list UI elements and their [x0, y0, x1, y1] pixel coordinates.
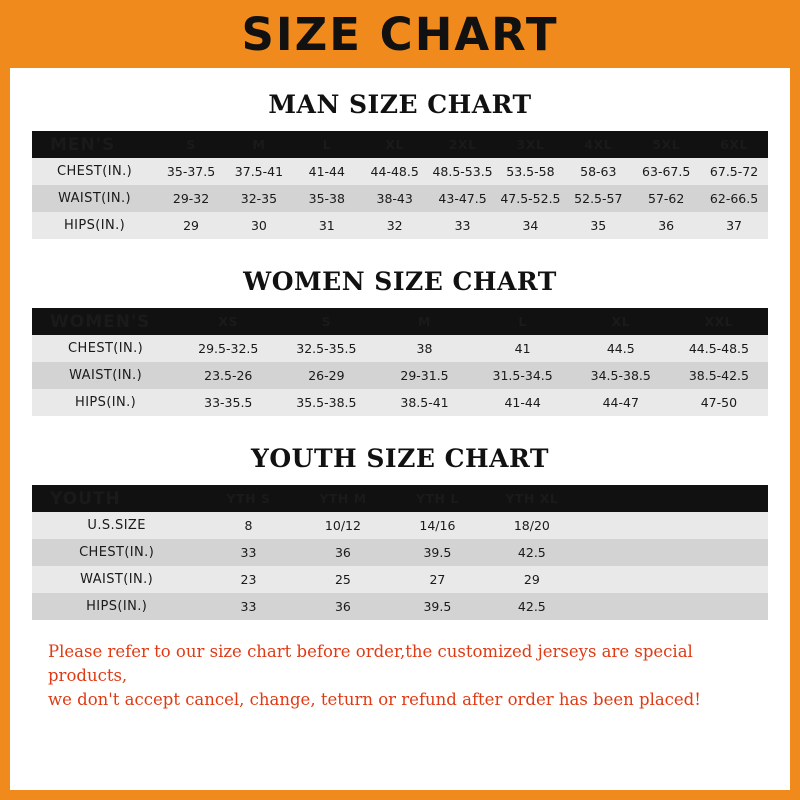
row-label: CHEST(IN.): [68, 341, 144, 356]
cell: 27: [429, 572, 446, 587]
row-label: CHEST(IN.): [57, 164, 133, 179]
cell: 44-47: [602, 395, 639, 410]
cell: [579, 539, 673, 566]
column-header: M: [252, 137, 266, 152]
row-label: WAIST(IN.): [58, 191, 131, 206]
cell: 41-44: [308, 164, 345, 179]
row-label: HIPS(IN.): [63, 218, 126, 233]
cell: 18/20: [513, 518, 550, 533]
cell: 35-37.5: [166, 164, 216, 179]
cell: 38.5-42.5: [688, 368, 749, 383]
table-row: [32, 362, 768, 389]
cell: 35.5-38.5: [296, 395, 357, 410]
table-row: [32, 539, 768, 566]
cell: 23.5-26: [204, 368, 253, 383]
cell: 36: [658, 218, 675, 233]
column-header: XL: [385, 137, 404, 152]
table-row: [32, 593, 768, 620]
cell: 41-44: [504, 395, 541, 410]
table-row: [32, 512, 768, 539]
table-header-row: [32, 308, 768, 335]
table-women: [32, 308, 768, 416]
footnote: [48, 640, 752, 712]
cell: 14/16: [419, 518, 456, 533]
column-header: YTH S: [226, 491, 271, 506]
table-row: [32, 335, 768, 362]
table-head: [32, 485, 768, 512]
cell: 33-35.5: [204, 395, 253, 410]
column-header: XXL: [704, 314, 734, 329]
row-label: WAIST(IN.): [80, 572, 154, 587]
cell: [674, 539, 768, 566]
table-body: [32, 512, 768, 620]
table-header-row: [32, 131, 768, 158]
column-header: 5XL: [652, 137, 681, 152]
cell: 44-48.5: [370, 164, 419, 179]
cell: 67.5-72: [709, 164, 759, 179]
column-header: L: [322, 137, 332, 152]
row-header-label: MEN'S: [50, 134, 116, 155]
cell: 23: [240, 572, 257, 587]
section-man: [32, 90, 768, 239]
section-women: [32, 267, 768, 416]
cell: 43-47.5: [438, 191, 487, 206]
cell: 58-63: [580, 164, 617, 179]
cell: 33: [240, 545, 257, 560]
row-label: CHEST(IN.): [79, 545, 155, 560]
column-header: [579, 485, 673, 512]
row-header-label: WOMEN'S: [50, 311, 151, 332]
section-title-man: MAN SIZE CHART: [268, 90, 532, 119]
cell: 25: [334, 572, 351, 587]
cell: 29-31.5: [400, 368, 449, 383]
table-men: [32, 131, 768, 239]
cell: 41: [514, 341, 531, 356]
section-youth: [32, 444, 768, 620]
cell: 33: [454, 218, 471, 233]
column-header: 3XL: [516, 137, 545, 152]
cell: [674, 512, 768, 539]
table-row: [32, 566, 768, 593]
table-head: [32, 308, 768, 335]
table-row: [32, 158, 768, 185]
table-row: [32, 389, 768, 416]
cell: 35: [590, 218, 607, 233]
column-header: YTH XL: [505, 491, 559, 506]
cell: 38-43: [376, 191, 413, 206]
footnote-line-2: we don't accept cancel, change, teturn or refund after order has been placed!: [48, 689, 701, 709]
column-header: S: [321, 314, 332, 329]
table-body: [32, 158, 768, 239]
cell: 63-67.5: [642, 164, 691, 179]
cell: 42.5: [517, 599, 546, 614]
cell: 57-62: [648, 191, 685, 206]
row-label: HIPS(IN.): [75, 395, 137, 410]
row-label: HIPS(IN.): [86, 599, 148, 614]
column-header: 2XL: [448, 137, 477, 152]
cell: 52.5-57: [574, 191, 623, 206]
cell: 32: [386, 218, 403, 233]
section-title-youth: YOUTH SIZE CHART: [251, 444, 549, 473]
cell: 48.5-53.5: [432, 164, 493, 179]
column-header: XL: [611, 314, 631, 329]
column-header: L: [518, 314, 527, 329]
cell: [674, 566, 768, 593]
cell: 29-32: [172, 191, 210, 206]
column-header: S: [186, 137, 196, 152]
cell: 29: [523, 572, 540, 587]
table-youth: [32, 485, 768, 620]
column-header: YTH L: [415, 491, 459, 506]
cell: 39.5: [423, 545, 452, 560]
table-header-row: [32, 485, 768, 512]
cell: 34.5-38.5: [590, 368, 651, 383]
banner: [10, 0, 790, 68]
column-header: 6XL: [720, 137, 748, 152]
cell: 31: [318, 218, 335, 233]
cell: [579, 512, 673, 539]
cell: 44.5-48.5: [688, 341, 749, 356]
cell: 32.5-35.5: [296, 341, 357, 356]
column-header: YTH M: [319, 491, 367, 506]
cell: 42.5: [517, 545, 546, 560]
cell: [579, 566, 673, 593]
cell: 32-35: [240, 191, 278, 206]
cell: 29.5-32.5: [198, 341, 259, 356]
section-title-women: WOMEN SIZE CHART: [243, 267, 557, 296]
cell: 38: [416, 341, 433, 356]
cell: 36: [334, 599, 351, 614]
table-body: [32, 335, 768, 416]
cell: 8: [244, 518, 253, 533]
page-title: SIZE CHART: [241, 7, 559, 61]
table-row: [32, 185, 768, 212]
content: [10, 90, 790, 712]
cell: 26-29: [308, 368, 345, 383]
cell: 31.5-34.5: [492, 368, 553, 383]
cell: 62-66.5: [709, 191, 759, 206]
cell: 44.5: [606, 341, 635, 356]
cell: 36: [334, 545, 351, 560]
cell: 47-50: [700, 395, 738, 410]
column-header: 4XL: [584, 137, 613, 152]
cell: 37: [726, 218, 742, 233]
column-header: XS: [218, 314, 239, 329]
cell: 10/12: [324, 518, 361, 533]
table-head: [32, 131, 768, 158]
cell: 39.5: [423, 599, 452, 614]
cell: 33: [240, 599, 257, 614]
row-header-label: YOUTH: [50, 488, 121, 509]
cell: 30: [250, 218, 267, 233]
row-label: U.S.SIZE: [87, 518, 146, 533]
cell: 53.5-58: [506, 164, 555, 179]
footnote-line-1: Please refer to our size chart before order,the customized jerseys are special products,: [48, 642, 693, 685]
cell: 35-38: [308, 191, 345, 206]
cell: [579, 593, 673, 620]
row-label: WAIST(IN.): [69, 368, 143, 383]
cell: 47.5-52.5: [500, 191, 561, 206]
cell: 37.5-41: [234, 164, 284, 179]
cell: 29: [183, 218, 199, 233]
cell: 38.5-41: [400, 395, 449, 410]
table-row: [32, 212, 768, 239]
column-header: M: [418, 314, 431, 329]
cell: [674, 593, 768, 620]
column-header: [674, 485, 768, 512]
cell: 34: [522, 218, 539, 233]
